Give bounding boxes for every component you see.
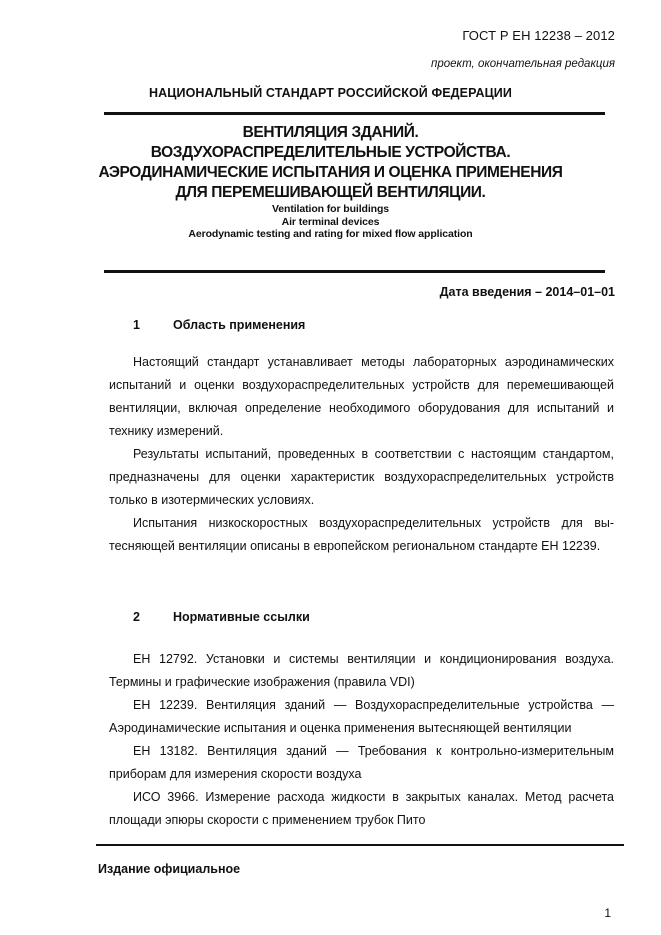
title-block: [0, 123, 661, 241]
intro-date: Дата введения – 2014–01–01: [439, 285, 615, 299]
official-edition-label: Издание официальное: [98, 862, 241, 876]
title-en-line: Ventilation for buildings: [271, 203, 390, 215]
reference-item: ЕН 13182. Вентиляция зданий — Требования к контрольно-измерительным приборам для измерения скорости воздуха: [109, 744, 614, 781]
paragraph: Результаты испытаний, проведенных в соответствии с настоящим стандартом, предназначены для оценки характеристик воздухораспределительных устройств только в изотермических условиях.: [109, 447, 614, 507]
section-heading: [133, 318, 305, 332]
section-body: [109, 351, 614, 558]
national-standard-heading: НАЦИОНАЛЬНЫЙ СТАНДАРТ РОССИЙСКОЙ ФЕДЕРАЦИИ: [149, 86, 512, 100]
edition-note: проект, окончательная редакция: [431, 58, 615, 70]
section-body: [109, 648, 614, 832]
section-title: Область применения: [173, 318, 306, 332]
paragraph: Настоящий стандарт устанавливает методы лабораторных аэродинамических испытаний и оценки воздухораспределительных устройств для перемешивающей вентиляции, включая определение необходимого оборудования для испытаний и технику измерений.: [109, 355, 614, 438]
paragraph: Испытания низкоскоростных воздухораспределительных устройств для вытесняющей вентиляции описаны в европейском региональном стандарте ЕН 12239.: [109, 516, 614, 553]
title-ru-line: ВОЗДУХОРАСПРЕДЕЛИТЕЛЬНЫЕ УСТРОЙСТВА.: [150, 144, 511, 161]
footer-rule: [96, 844, 624, 846]
section-heading: [133, 610, 310, 624]
title-en-line: Aerodynamic testing and rating for mixed flow application: [188, 228, 473, 240]
document-code: ГОСТ Р ЕН 12238 – 2012: [462, 28, 615, 43]
reference-item: ЕН 12792. Установки и системы вентиляции и кондиционирования воздуха. Термины и графические изображения (правила VDI): [109, 652, 614, 689]
section-title: Нормативные ссылки: [173, 610, 310, 624]
title-ru-line: ДЛЯ ПЕРЕМЕШИВАЮЩЕЙ ВЕНТИЛЯЦИИ.: [175, 184, 486, 201]
reference-item: ЕН 12239. Вентиляция зданий — Воздухораспределительные устройства — Аэродинамические испытания и оценка применения вытесняющей вентиляции: [109, 698, 614, 735]
title-ru-line: АЭРОДИНАМИЧЕСКИЕ ИСПЫТАНИЯ И ОЦЕНКА ПРИМЕНЕНИЯ: [98, 164, 563, 181]
page-number: 1: [604, 906, 611, 920]
title-en-line: Air terminal devices: [281, 215, 380, 228]
section-number: 2: [133, 610, 140, 624]
title-ru-line: ВЕНТИЛЯЦИЯ ЗДАНИЙ.: [242, 124, 419, 141]
reference-item: ИСО 3966. Измерение расхода жидкости в закрытых каналах. Метод расчета площади эпюры скорости с применением трубок Пито: [109, 790, 614, 827]
title-bottom-rule: [104, 270, 605, 273]
section-number: 1: [133, 318, 140, 332]
top-rule: [104, 112, 605, 115]
